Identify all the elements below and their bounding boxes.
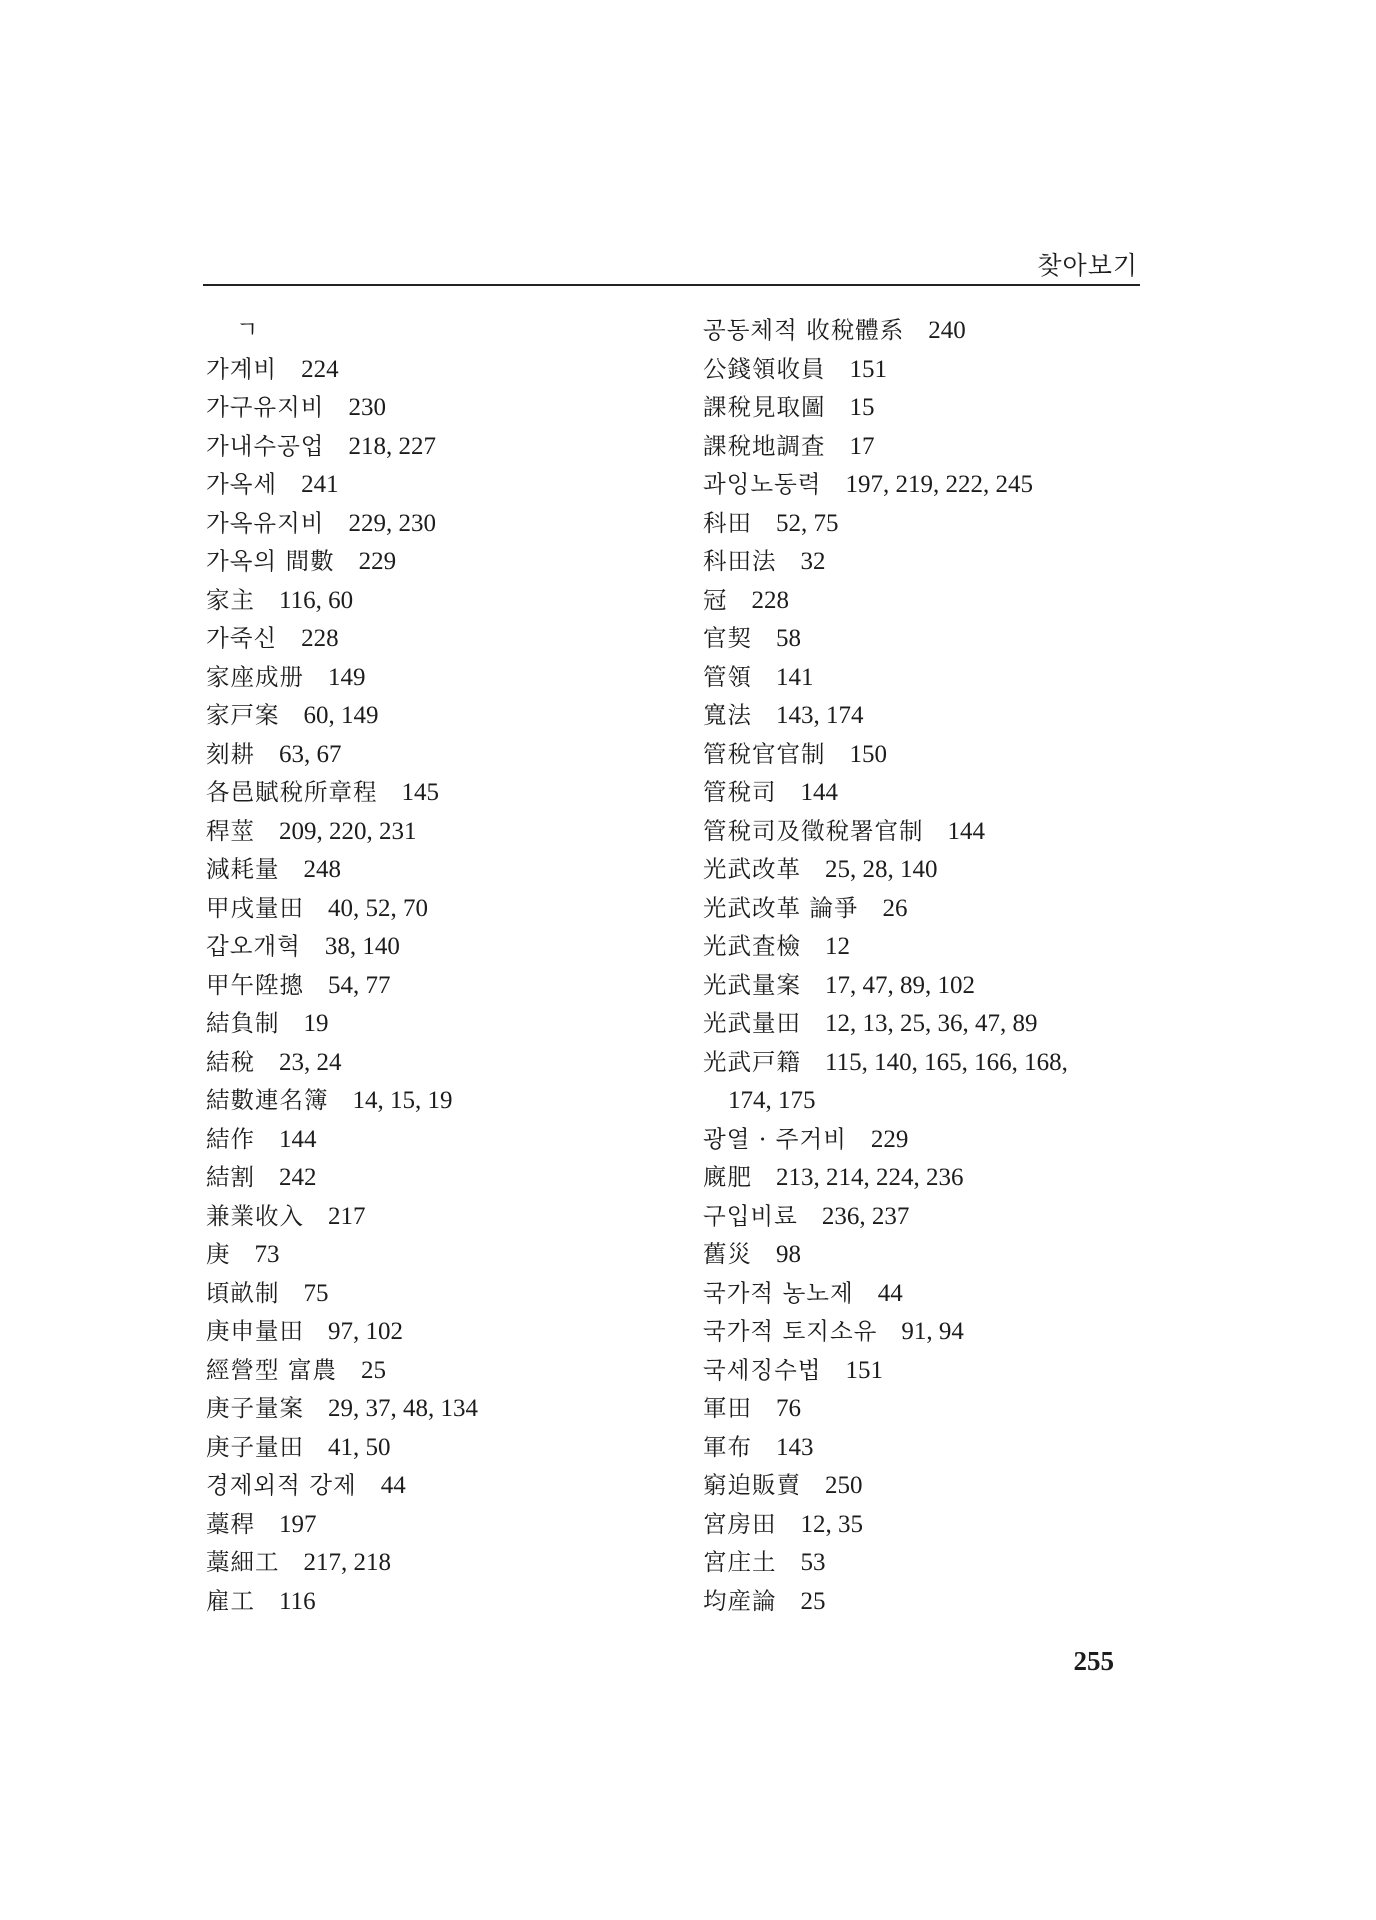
index-pages: 32	[800, 548, 826, 575]
index-pages: 229	[870, 1125, 909, 1153]
index-term: 庚子量案	[206, 1394, 304, 1422]
index-entry	[206, 1158, 666, 1197]
index-entry	[206, 350, 666, 389]
index-entry	[703, 927, 1148, 966]
index-pages: 12, 35	[800, 1510, 863, 1538]
index-pages: 240	[928, 317, 966, 344]
index-pages: 229, 230	[348, 509, 437, 537]
index-pages: 151	[845, 1356, 884, 1384]
index-term: 軍布	[703, 1432, 752, 1461]
index-term: 課稅見取圖	[703, 393, 826, 421]
index-entry	[206, 619, 666, 658]
index-pages: 25	[360, 1356, 386, 1384]
index-entry	[703, 427, 1148, 466]
index-entry	[703, 311, 1148, 350]
index-term: 宮庄土	[703, 1548, 777, 1576]
index-pages: 40, 52, 70	[328, 894, 428, 922]
index-pages: 44	[877, 1279, 903, 1307]
index-term: 국세징수법	[703, 1355, 822, 1384]
index-entry	[206, 927, 666, 966]
index-term: 光武量田	[703, 1009, 801, 1037]
index-pages: 76	[776, 1395, 801, 1422]
index-pages: 63, 67	[279, 740, 342, 768]
index-entry	[703, 889, 1148, 928]
index-pages: 248	[303, 856, 341, 883]
index-entry	[703, 1158, 1148, 1197]
index-pages: 19	[303, 1010, 329, 1037]
index-term: 가죽신	[206, 624, 278, 652]
index-term: 가구유지비	[206, 393, 325, 421]
index-term: 結負制	[206, 1009, 280, 1037]
index-column-left	[206, 311, 666, 1620]
index-pages: 26	[882, 894, 908, 922]
index-entry	[206, 658, 666, 697]
index-entry	[703, 1312, 1148, 1351]
index-pages: 44	[380, 1472, 406, 1499]
index-term: 結作	[206, 1124, 255, 1153]
index-term: 雇工	[206, 1586, 255, 1615]
index-entry	[206, 581, 666, 620]
index-term: 甲午陞摠	[206, 970, 304, 999]
index-term: 刻耕	[206, 739, 255, 768]
index-entry	[703, 850, 1148, 889]
index-pages: 75	[303, 1279, 329, 1307]
index-pages: 224	[301, 355, 339, 383]
index-pages: 17, 47, 89, 102	[825, 971, 975, 999]
index-pages: 12, 13, 25, 36, 47, 89	[825, 1010, 1038, 1037]
index-term: 庚子量田	[206, 1432, 304, 1461]
index-pages: 141	[776, 663, 814, 691]
index-entry	[703, 619, 1148, 658]
index-term: 庚	[206, 1240, 231, 1268]
index-entry	[206, 1081, 666, 1120]
index-entry	[206, 735, 666, 774]
index-term: 家座成册	[206, 662, 304, 691]
index-pages: 228	[301, 625, 339, 652]
index-entry	[703, 1351, 1148, 1390]
index-entry	[703, 1428, 1148, 1467]
index-entry	[703, 504, 1148, 543]
index-pages: 73	[254, 1241, 280, 1268]
index-term: 가옥유지비	[206, 508, 325, 537]
index-term: 광열 · 주거비	[703, 1124, 847, 1153]
index-pages: 144	[800, 779, 838, 806]
index-term: 공동체적 收稅體系	[703, 316, 905, 344]
index-term: 舊災	[703, 1240, 752, 1268]
index-pages: 209, 220, 231	[279, 817, 417, 845]
index-term: 가내수공업	[206, 431, 325, 460]
index-term: 가계비	[206, 354, 278, 383]
index-pages: 236, 237	[821, 1202, 910, 1230]
index-pages: 25, 28, 140	[825, 856, 938, 883]
page-header	[203, 242, 1140, 286]
index-entry	[206, 812, 666, 851]
index-entry	[206, 1351, 666, 1390]
index-entry	[703, 1543, 1148, 1582]
index-term: 光武改革	[703, 855, 801, 883]
running-header-title: 찾아보기	[1037, 251, 1138, 280]
index-entry	[703, 1505, 1148, 1544]
index-entry	[703, 1582, 1148, 1621]
index-entry	[206, 1505, 666, 1544]
index-pages: 25	[800, 1587, 826, 1615]
section-letter: ㄱ	[236, 317, 259, 343]
index-entry	[703, 696, 1148, 735]
index-term: 官契	[703, 624, 752, 652]
index-term: 結割	[206, 1163, 255, 1191]
index-term: 管領	[703, 662, 752, 691]
index-entry	[206, 1582, 666, 1621]
index-pages: 218, 227	[348, 432, 437, 460]
index-entry	[703, 1043, 1148, 1082]
index-pages: 145	[401, 779, 439, 806]
index-entry	[206, 1235, 666, 1274]
index-term: 窮迫販賣	[703, 1471, 801, 1499]
index-pages: 242	[279, 1164, 317, 1191]
index-entry	[703, 542, 1148, 581]
index-entry	[206, 966, 666, 1005]
index-term: 減耗量	[206, 855, 280, 883]
index-term: 가옥세	[206, 470, 278, 498]
index-pages: 54, 77	[328, 971, 391, 999]
index-entry	[703, 1389, 1148, 1428]
page-number: 255	[1073, 1646, 1114, 1676]
index-pages: 116, 60	[279, 586, 354, 614]
index-entry	[703, 812, 1148, 851]
index-pages: 53	[800, 1549, 826, 1576]
index-pages: 60, 149	[303, 702, 379, 729]
index-term: 갑오개혁	[206, 932, 301, 960]
index-term: 各邑賦稅所章程	[206, 778, 378, 806]
index-term: 軍田	[703, 1394, 752, 1422]
index-pages: 115, 140, 165, 166, 168,	[825, 1048, 1068, 1076]
index-entry	[703, 1004, 1148, 1043]
index-entry	[206, 696, 666, 735]
index-term: 管稅官官制	[703, 739, 826, 768]
index-pages: 15	[849, 394, 875, 421]
index-entry	[206, 504, 666, 543]
index-entry	[703, 465, 1148, 504]
index-pages: 29, 37, 48, 134	[328, 1395, 478, 1422]
index-entry	[703, 350, 1148, 389]
index-entry	[206, 850, 666, 889]
index-term: 庚申量田	[206, 1317, 304, 1345]
index-entry	[703, 1197, 1148, 1236]
index-entry	[703, 735, 1148, 774]
index-term: 稈莖	[206, 816, 255, 845]
index-term: 結稅	[206, 1047, 255, 1076]
index-pages: 250	[825, 1472, 863, 1499]
index-term: 甲戌量田	[206, 893, 304, 922]
index-term: 家戸案	[206, 701, 280, 729]
index-term: 藁稈	[206, 1509, 255, 1538]
index-pages: 151	[849, 355, 887, 383]
index-term: 管稅司	[703, 778, 777, 806]
index-term: 公錢領收員	[703, 354, 826, 383]
index-pages: 228	[751, 586, 789, 614]
index-entry	[703, 773, 1148, 812]
index-entry	[206, 1004, 666, 1043]
index-entry	[206, 542, 666, 581]
index-term: 經營型 富農	[206, 1355, 337, 1384]
index-term: 구입비료	[703, 1201, 798, 1230]
index-entry	[206, 427, 666, 466]
index-pages: 197	[279, 1510, 317, 1538]
index-term: 宮房田	[703, 1509, 777, 1538]
index-term: 과잉노동력	[703, 470, 822, 498]
index-term: 경제외적 강제	[206, 1471, 357, 1499]
index-pages: 144	[947, 817, 985, 845]
index-entry	[703, 1466, 1148, 1505]
index-pages: 230	[348, 394, 387, 421]
index-entry	[206, 1543, 666, 1582]
index-term: 頃畝制	[206, 1278, 280, 1307]
index-pages: 116	[279, 1587, 316, 1615]
index-pages: 149	[328, 663, 366, 691]
index-term: 課稅地調査	[703, 431, 826, 460]
index-term: 藁細工	[206, 1548, 280, 1576]
index-entry	[206, 1466, 666, 1505]
index-term: 冠	[703, 585, 728, 614]
index-pages: 91, 94	[901, 1318, 964, 1345]
index-entry	[703, 1235, 1148, 1274]
index-term: 兼業收入	[206, 1201, 304, 1230]
index-pages: 150	[849, 740, 887, 768]
index-entry	[703, 581, 1148, 620]
index-entry	[703, 1274, 1148, 1313]
index-pages: 217	[328, 1202, 366, 1230]
index-term: 結數連名簿	[206, 1086, 329, 1114]
index-pages: 241	[301, 471, 339, 498]
index-pages: 229	[358, 548, 397, 575]
index-term: 光武戸籍	[703, 1047, 801, 1076]
index-entry	[206, 1043, 666, 1082]
index-term: 光武改革 論爭	[703, 893, 859, 922]
index-pages: 97, 102	[328, 1318, 403, 1345]
index-entry	[703, 966, 1148, 1005]
index-term: 廐肥	[703, 1163, 752, 1191]
index-pages: 14, 15, 19	[352, 1087, 453, 1114]
index-term: 均産論	[703, 1586, 777, 1615]
index-entry	[206, 388, 666, 427]
index-pages: 17	[849, 432, 875, 460]
index-term: 管稅司及徵稅署官制	[703, 816, 924, 845]
index-pages: 174, 175	[728, 1087, 816, 1114]
index-term: 국가적 토지소유	[703, 1317, 878, 1345]
index-entry	[206, 1274, 666, 1313]
index-term: 科田	[703, 508, 752, 537]
index-column-right	[703, 311, 1148, 1620]
index-pages: 41, 50	[328, 1433, 391, 1461]
index-entry	[206, 773, 666, 812]
index-entry	[703, 1081, 1148, 1120]
index-pages: 52, 75	[776, 509, 839, 537]
index-pages: 144	[279, 1125, 317, 1153]
index-pages: 12	[825, 933, 850, 960]
index-term: 光武量案	[703, 970, 801, 999]
index-term: 光武査檢	[703, 932, 801, 960]
index-term: 가옥의 間數	[206, 547, 335, 575]
index-entry	[703, 658, 1148, 697]
index-pages: 23, 24	[279, 1048, 342, 1076]
index-pages: 143	[776, 1433, 814, 1461]
index-entry	[206, 1312, 666, 1351]
index-entry	[206, 1389, 666, 1428]
index-pages: 98	[776, 1241, 801, 1268]
index-pages: 58	[776, 625, 801, 652]
index-entry	[206, 1197, 666, 1236]
index-entry	[206, 1428, 666, 1467]
index-pages: 197, 219, 222, 245	[845, 471, 1034, 498]
index-pages: 213, 214, 224, 236	[776, 1164, 964, 1191]
index-pages: 143, 174	[776, 702, 864, 729]
index-pages: 38, 140	[324, 933, 400, 960]
index-term: 寬法	[703, 701, 752, 729]
index-term: 家主	[206, 585, 255, 614]
index-term: 국가적 농노제	[703, 1278, 854, 1307]
index-entry	[206, 465, 666, 504]
index-entry	[206, 1120, 666, 1159]
index-entry	[703, 1120, 1148, 1159]
index-pages: 217, 218	[303, 1549, 391, 1576]
index-entry	[206, 889, 666, 928]
index-term: 科田法	[703, 547, 777, 575]
index-entry	[703, 388, 1148, 427]
